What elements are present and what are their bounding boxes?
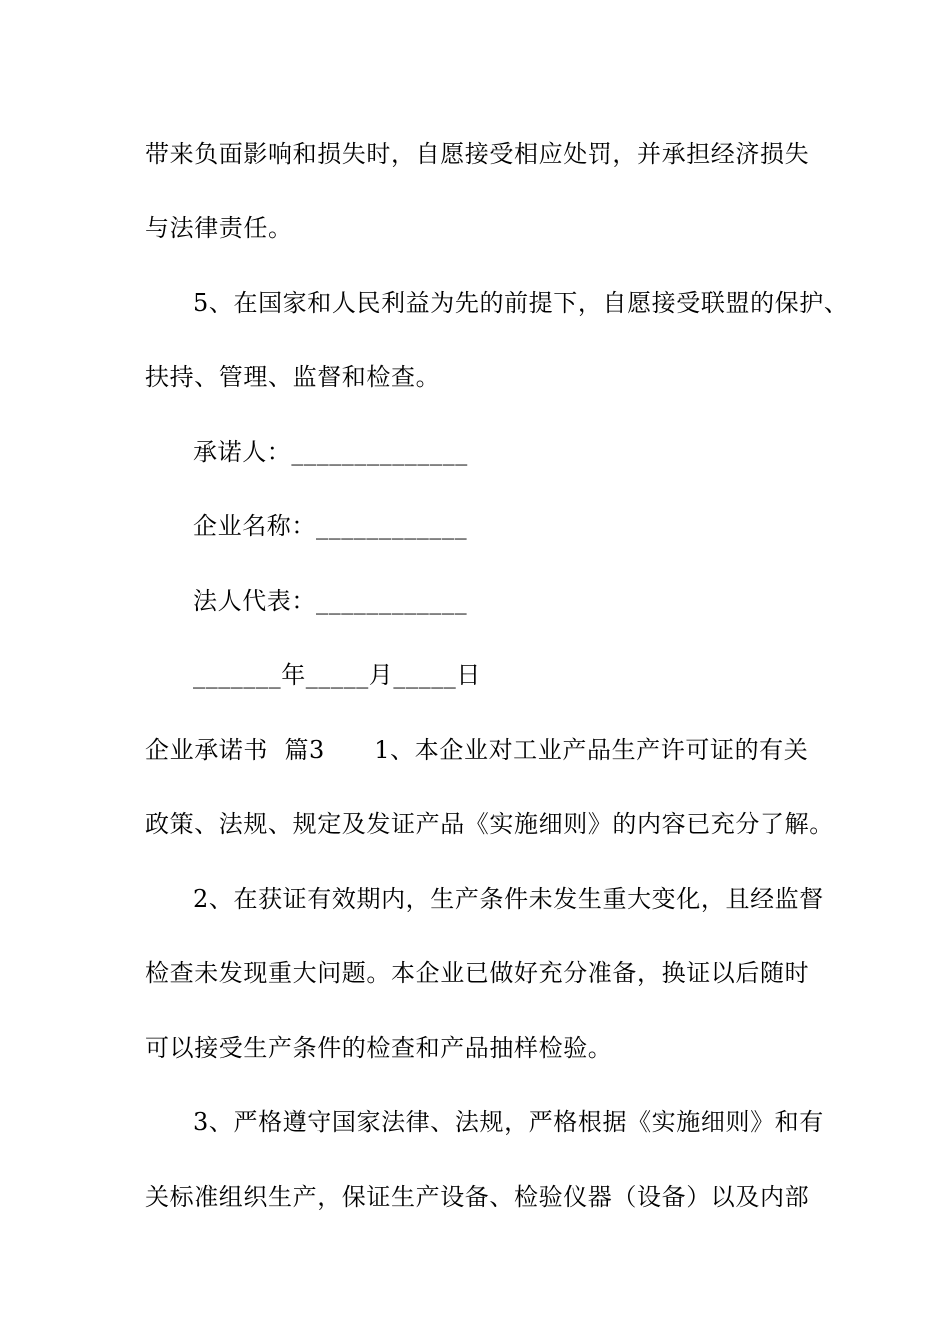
paragraph-4-line-2: 带来负面影响和损失时，自愿接受相应处罚，并承担经济损失 <box>145 140 810 168</box>
section-heading-with-item-1: 企业承诺书 篇3 1、本企业对工业产品生产许可证的有关 <box>145 736 809 764</box>
item-3-line-2: 关标准组织生产，保证生产设备、检验仪器（设备）以及内部 <box>145 1183 810 1211</box>
item-2-line-1: 2、在获证有效期内，生产条件未发生重大变化，且经监督 <box>193 885 824 913</box>
signature-promisor: 承诺人：______________ <box>193 438 468 466</box>
paragraph-5-line-1: 5、在国家和人民利益为先的前提下，自愿接受联盟的保护、 <box>193 289 849 317</box>
item-3-line-1: 3、严格遵守国家法律、法规，严格根据《实施细则》和有 <box>193 1108 824 1136</box>
item-2-line-3: 可以接受生产条件的检查和产品抽样检验。 <box>145 1034 613 1062</box>
paragraph-4-line-3: 与法律责任。 <box>145 214 293 242</box>
item-2-line-2: 检查未发现重大问题。本企业已做好充分准备，换证以后随时 <box>145 959 810 987</box>
item-1-line-2: 政策、法规、规定及发证产品《实施细则》的内容已充分了解。 <box>145 810 834 838</box>
signature-date: _______年_____月_____日 <box>193 661 481 689</box>
paragraph-5-line-2: 扶持、管理、监督和检查。 <box>145 363 441 391</box>
signature-company-name: 企业名称：____________ <box>193 512 468 540</box>
signature-legal-representative: 法人代表：____________ <box>193 587 468 615</box>
